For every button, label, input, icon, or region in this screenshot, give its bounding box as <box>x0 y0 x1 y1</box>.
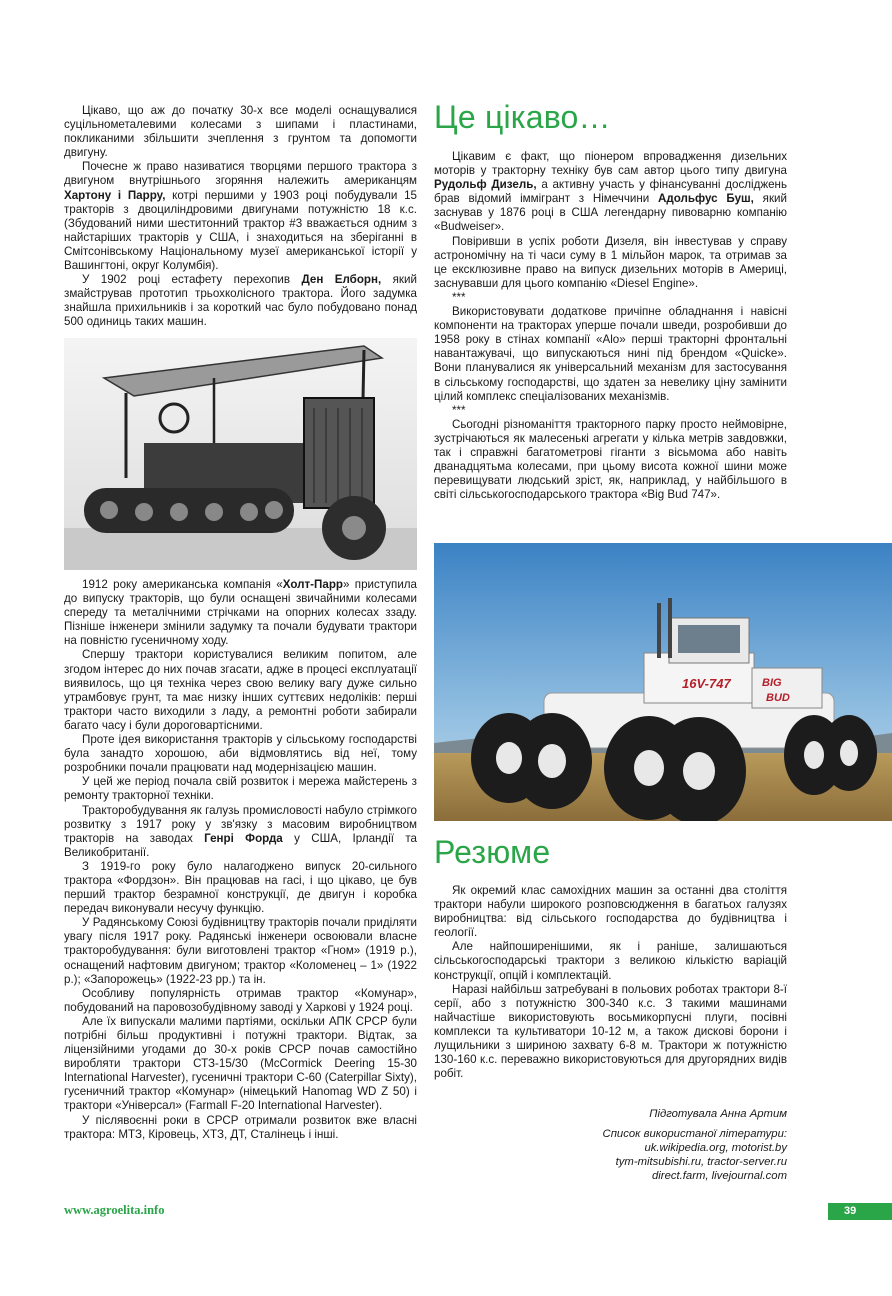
paragraph: Спершу трактори користувалися великим попитом, але згодом інтерес до них почав згасати, адже в процесі експлуатації виявилось, що ця техніка через свою велику вагу дуже сильно утрамбовує грунт, та має низку інших суттєвих недоліків: перші трактори часто виходили з ладу, а ремонтні роботи забирали багато часу і були дороговартісними. <box>64 648 417 732</box>
left-column-top <box>64 104 417 330</box>
literature-source: uk.wikipedia.org, motorist.by <box>644 1142 787 1154</box>
paragraph: З 1919-го року було налагоджено випуск 20-сильного трактора «Фордзон». Він працював на гасі, і що цікаво, це був перший трактор безрамної конструкції, де двигун і коробка передач виконували несучу функцію. <box>64 859 417 916</box>
author-credit: Підготувала Анна Артим <box>649 1108 787 1120</box>
paragraph: Повіривши в успіх роботи Дизеля, він інвестував у справу астрономічну на ті часи суму в 1 мільйон марок, та отримав за це ексклюзивне право на випуск дизельних моторів в Америці, заснувавши для цього компанію «Diesel Engine». <box>434 234 787 290</box>
page-number: 39 <box>828 1203 892 1220</box>
paragraph: У післявоєнні роки в СРСР отримали розвиток вже власні трактора: МТЗ, Кіровець, ХТЗ, ДТ, Сталінець і інші. <box>64 1113 417 1141</box>
paragraph: Проте ідея використання тракторів у сільському господарстві була занадто хорошою, аби відмовлятись від неї, тому розробники почали працювати над модернізацією машин. <box>64 733 417 775</box>
cab-number-text: 16V-747 <box>682 676 731 691</box>
paragraph: Сьогодні різноманіття тракторного парку просто неймовірне, зустрічаються як малесенькі агрегати у кілька метрів завдовжки, так і справжні багатометрові гіганти з вісьмома або навіть дванадцятьма колесами, при цьому висота кожної шини може перевищувати людський зріст, як, наприклад, у найбільшого в світі сільськогосподарського трактора «Big Bud 747». <box>434 417 787 502</box>
paragraph: Тракторобудування як галузь промисловості набуло стрімкого розвитку з 1917 року у зв'язку з масовим виробництвом тракторів на заводах Генрі Форда у США, Ірландії та Великобританії. <box>64 803 417 859</box>
paragraph: Почесне ж право називатися творцями першого трактора з двигуном внутрішнього згоряння належить американцям Хартону і Парру, котрі першими у 1903 році побудували 15 тракторів з двоциліндровими двигунами потужністю 18 к.с. (Збудований ними шеститонний трактор #3 вважається одним з найстаріших тракторів у США, і знаходиться на зберіганні в Смітсонівському Національному музеї американської історії у Вашингтоні, округ Колумбія). <box>64 160 417 273</box>
literature-source: direct.farm, livejournal.com <box>652 1170 787 1182</box>
paragraph: Використовувати додаткове причіпне обладнання і навісні компоненти на тракторах уперше почали шведи, розробивши до 1958 року в стінах компанії «Alo» перші тракторні фронтальні навантажувачі, що випускаються нині під брендом «Quicke». Вони планувалися як універсальний механізм для застосування в сільському господарстві, що здатен за невелику ціну замінити цілий комплекс спеціалізованих механізмів. <box>434 305 787 403</box>
separator-stars: *** <box>452 290 466 304</box>
paragraph: Цікавим є факт, що піонером впровадження дизельних моторів у тракторну техніку був сам автор цього типу двигуна Рудольф Дизель, а активну участь у фінансуванні досліджень брав відомий іммігрант з Німеччини Адольфус Буш, який заснував у 1876 році в США легендарну пивоварню компанію «Budweiser». <box>434 150 787 234</box>
old-tractor-photo <box>64 338 417 570</box>
paragraph: Але їх випускали малими партіями, оскільки АПК СРСР були потрібні більш продуктивні і потужні трактори. Відтак, за ліцензійними угодами до 30-х років СРСР почав самостійно виробляти трактори СТЗ-15/30 (McCormick Deering 15-30 International Harvester), гусеничні трактори С-60 (Caterpillar Sixty), гусеничний трактор «Комунар» (німецький Hanomag WD Z 50) і трактори «Універсал» (Farmall F-20 International Harvester). <box>64 1014 417 1113</box>
big-bud-tractor-photo <box>434 543 892 821</box>
credits <box>560 1107 787 1183</box>
footer-website: www.agroelita.info <box>64 1203 165 1217</box>
paragraph: Як окремий клас самохідних машин за останні два століття трактори набули широкого розповсюдження в багатьох галузях виробництва: від сільського господарства до будівництва і геології. <box>434 884 787 940</box>
heading-summary: Резюме <box>434 834 551 870</box>
paragraph: Особливу популярність отримав трактор «Комунар», побудований на паровозобудівному заводі у Харкові у 1924 році. <box>64 986 417 1014</box>
old-tractor-illustration <box>64 338 417 570</box>
heading-interesting: Це цікаво… <box>434 99 611 135</box>
literature-source: tym-mitsubishi.ru, tractor-server.ru <box>615 1156 787 1168</box>
brand-text-line2: BUD <box>766 692 790 704</box>
separator-stars: *** <box>452 403 466 417</box>
literature-title: Список використаної літератури: <box>602 1128 787 1140</box>
paragraph: Наразі найбільш затребувані в польових роботах трактори 8-ї серії, або з потужністю 300-340 к.с. З такими машинами найчастіше використовують восьмикорпусні плуги, посівні комплекси та культиватори 10-12 м, а також дискові борони і лущильники з шириною захвату 6-8 м. Трактори ж потужністю 130-160 к.с. переважно використовуються для другорядних видів робіт. <box>434 982 787 1081</box>
paragraph: У Радянському Союзі будівництву тракторів почали приділяти увагу після 1917 року. Радянські інженери освоювали власне тракторобудування: були виготовлені трактор «Гном» (1919 р.), оснащений нафтовим двигуном; трактор «Коломенец – 1» (1922 р.); «Запорожець» (1922-23 рр.) та ін. <box>64 916 417 986</box>
paragraph: 1912 року американська компанія «Холт-Парр» приступила до випуску тракторів, що були оснащені звичайними колесами спереду та металічними стрічками на опорних колесах ззаду. Пізніше інженери змінили задумку та почали будувати трактори на повністю гусеничному ходу. <box>64 578 418 648</box>
big-bud-illustration <box>434 543 892 821</box>
right-column-top <box>434 150 787 502</box>
paragraph: У цей же період почала свій розвиток і мережа майстерень з ремонту тракторної техніки. <box>64 775 417 803</box>
brand-text-line1: BIG <box>762 677 782 689</box>
paragraph: У 1902 році естафету перехопив Ден Елборн, який змайстрував прототип трьохколісного трактора. Його задумка знайшла прихильників і за короткий час було побудовано понад 500 одиниць таких машин. <box>64 273 417 329</box>
left-column-bottom <box>64 578 417 1142</box>
paragraph: Але найпоширенішими, як і раніше, залишаються сільськогосподарські трактори з великою кількістю варіацій конструкції, опцій і комплектацій. <box>434 940 787 982</box>
paragraph: Цікаво, що аж до початку 30-х все моделі оснащувалися суцільнометалевими колесами з шипами і пластинами, покликаними збільшити зчеплення з грунтом та допомогти двигуну. <box>64 104 417 160</box>
right-column-bottom <box>434 884 787 1081</box>
